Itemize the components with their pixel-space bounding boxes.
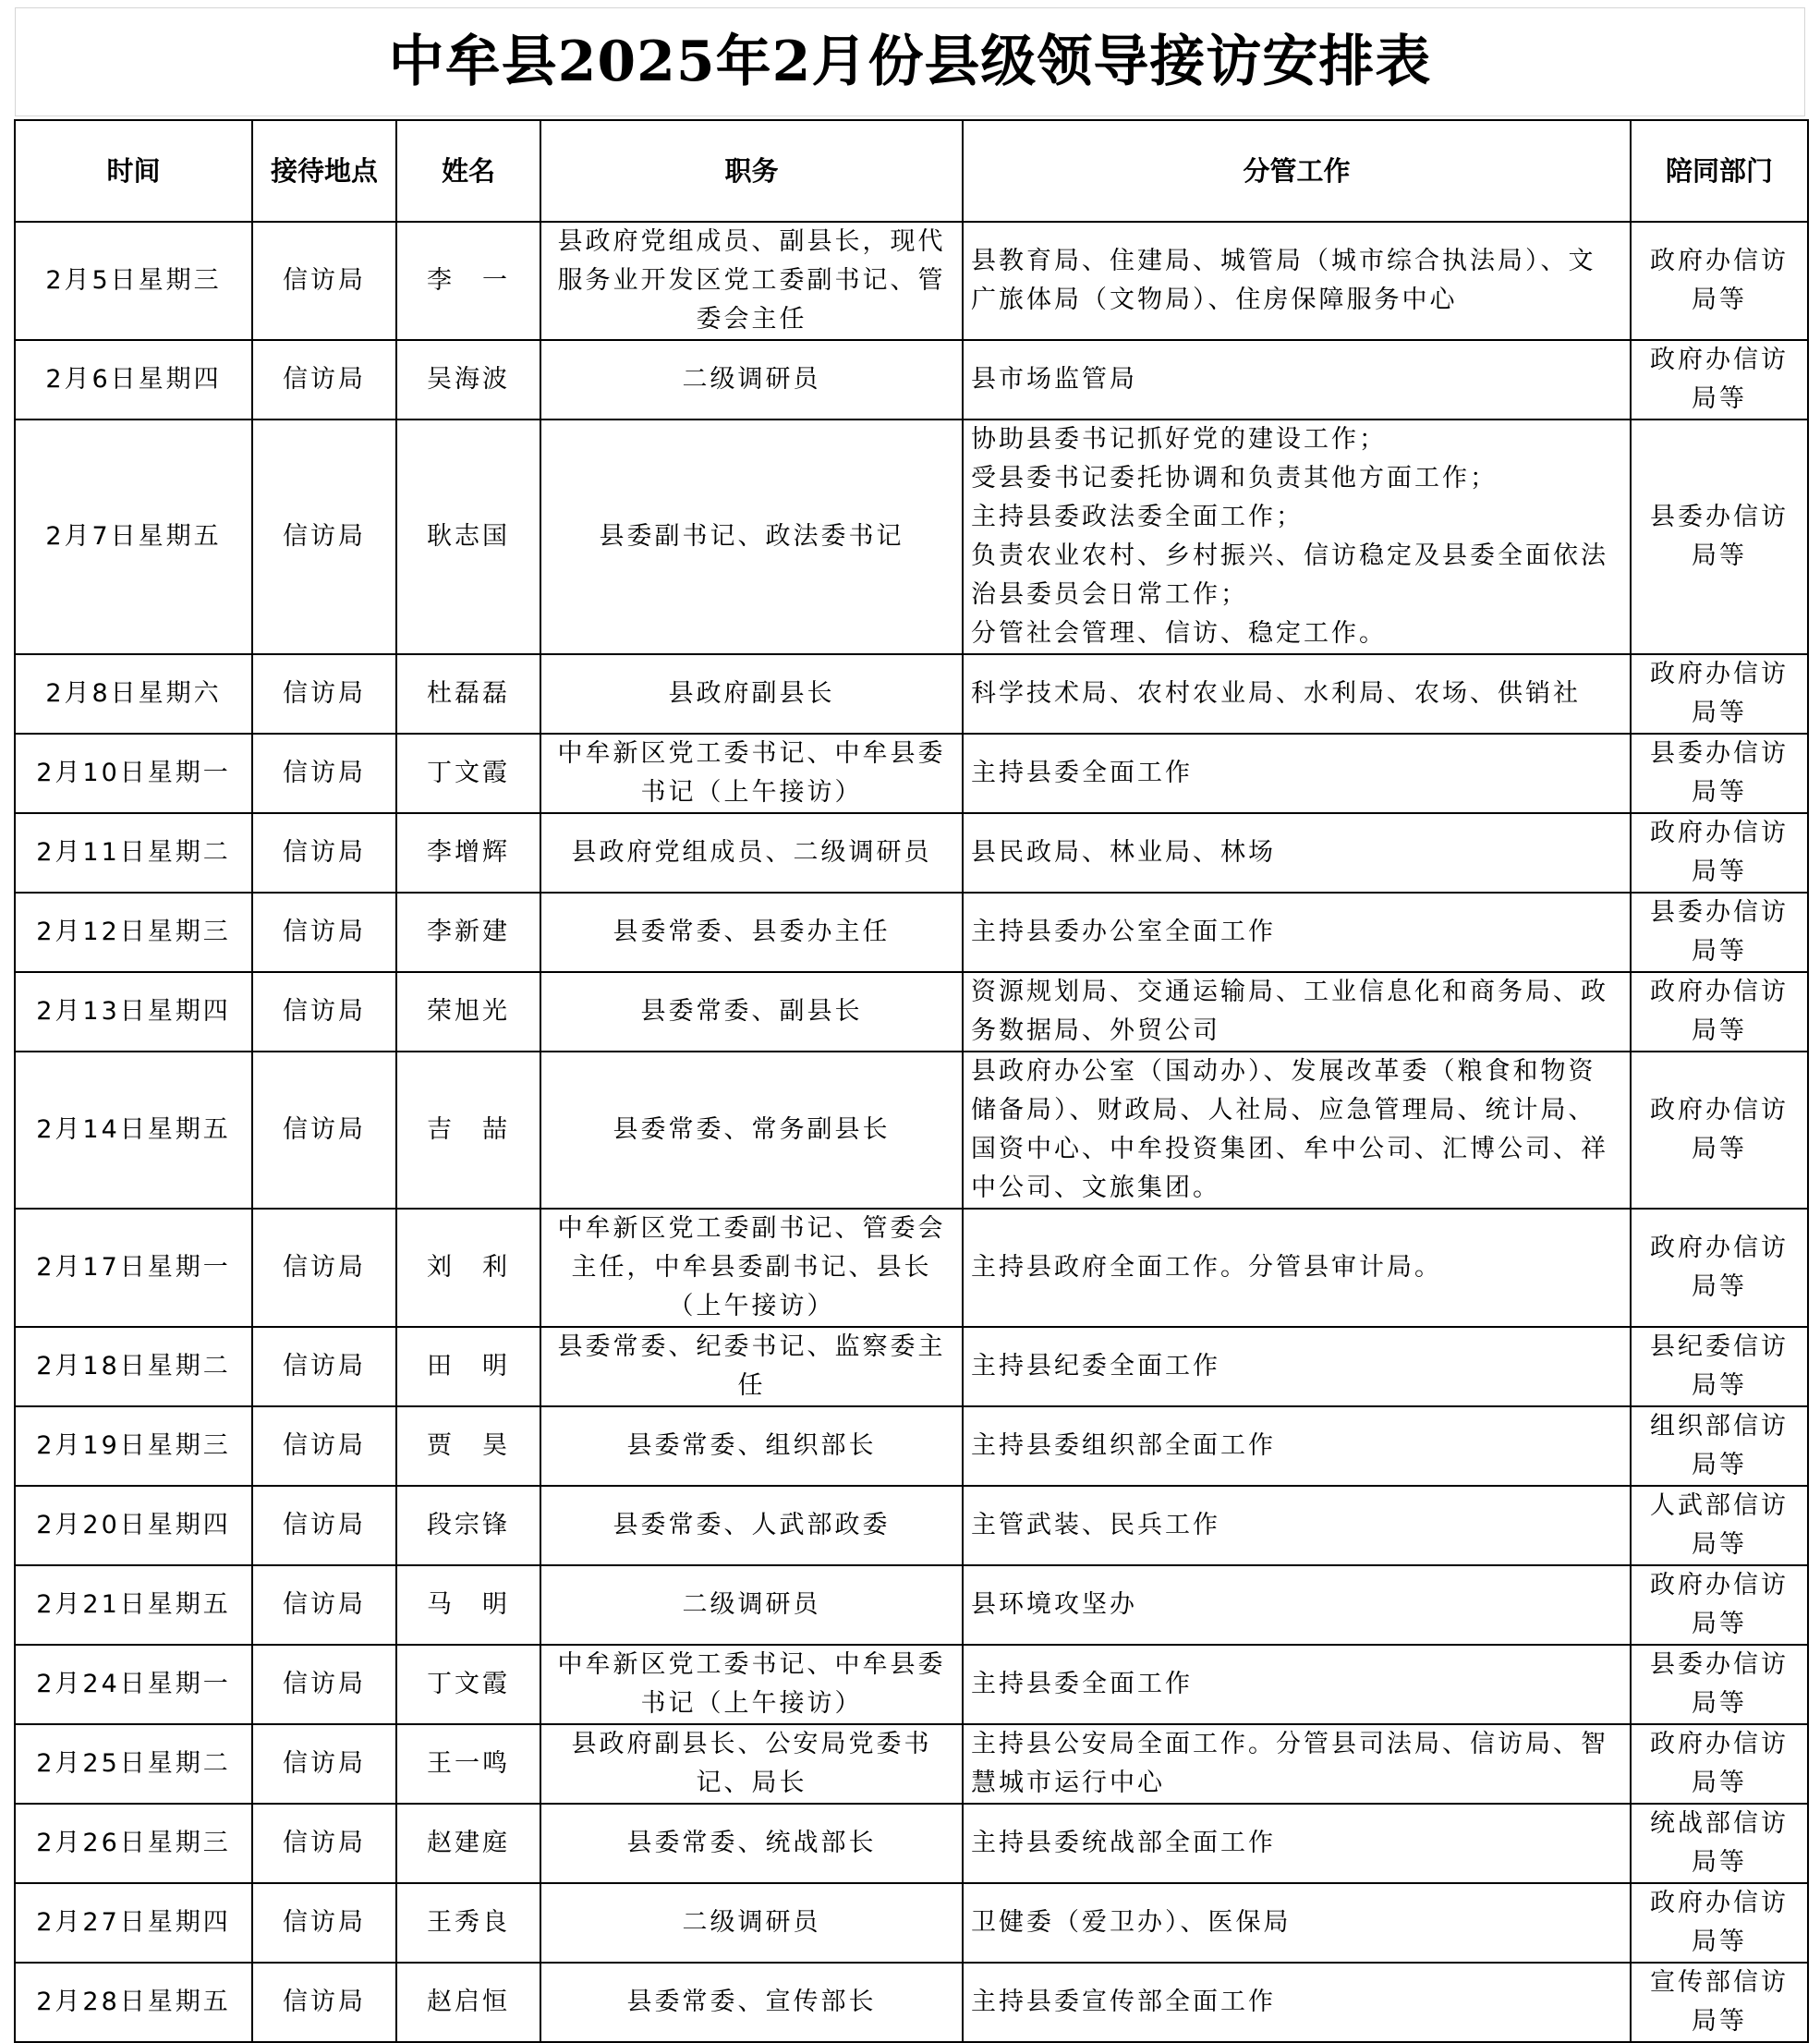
cell-place: 信访局 [252,1804,396,1883]
cell-time: 2月10日星期一 [15,734,252,813]
header-accompany: 陪同部门 [1631,120,1808,222]
table-row [15,1406,1808,1486]
cell-duties [963,1486,1631,1565]
cell-place: 信访局 [252,1406,396,1486]
table-row [15,1724,1808,1804]
cell-name: 吉 喆 [396,1052,540,1209]
cell-accompany: 政府办信访局等 [1631,1052,1808,1209]
table-row [15,1052,1808,1209]
duty-line: 受县委书记委托协调和负责其他方面工作； [971,464,1498,493]
table-row [15,1486,1808,1565]
cell-place: 信访局 [252,340,396,420]
cell-duties [963,893,1631,972]
header-name: 姓名 [396,120,540,222]
duty-line: 主持县委政法委全面工作； [971,503,1304,531]
cell-duties [963,420,1631,654]
cell-position: 县委常委、副县长 [540,972,963,1052]
cell-accompany: 统战部信访局等 [1631,1804,1808,1883]
duty-line: 县政府办公室（国动办）、发展改革委（粮食和物资储备局）、财政局、人社局、应急管理局、统计局、国资中心、中牟投资集团、牟中公司、汇博公司、祥中公司、文旅集团。 [971,1057,1608,1202]
table-body [15,222,1808,2042]
cell-time: 2月13日星期四 [15,972,252,1052]
cell-name: 段宗锋 [396,1486,540,1565]
header-time: 时间 [15,120,252,222]
cell-position: 县政府副县长、公安局党委书记、局长 [540,1724,963,1804]
table-row [15,1565,1808,1645]
cell-place: 信访局 [252,1209,396,1327]
cell-name: 丁文霞 [396,1645,540,1724]
cell-name: 赵启恒 [396,1963,540,2042]
cell-place: 信访局 [252,1565,396,1645]
cell-position: 县政府党组成员、副县长，现代服务业开发区党工委副书记、管委会主任 [540,222,963,340]
duty-line: 主持县政府全面工作。分管县审计局。 [971,1253,1442,1282]
cell-place: 信访局 [252,1486,396,1565]
cell-position: 中牟新区党工委副书记、管委会主任，中牟县委副书记、县长（上午接访） [540,1209,963,1327]
cell-place: 信访局 [252,972,396,1052]
cell-time: 2月20日星期四 [15,1486,252,1565]
header-place: 接待地点 [252,120,396,222]
duty-line: 主持县委全面工作 [971,1670,1193,1698]
cell-name: 杜磊磊 [396,654,540,734]
cell-time: 2月14日星期五 [15,1052,252,1209]
cell-accompany: 政府办信访局等 [1631,340,1808,420]
cell-duties [963,340,1631,420]
cell-accompany: 政府办信访局等 [1631,1209,1808,1327]
cell-accompany: 人武部信访局等 [1631,1486,1808,1565]
cell-name: 王一鸣 [396,1724,540,1804]
cell-position: 中牟新区党工委书记、中牟县委书记（上午接访） [540,1645,963,1724]
cell-accompany: 县委办信访局等 [1631,893,1808,972]
cell-duties [963,1963,1631,2042]
cell-accompany: 县委办信访局等 [1631,734,1808,813]
cell-accompany: 政府办信访局等 [1631,654,1808,734]
cell-position: 县委副书记、政法委书记 [540,420,963,654]
table-row [15,1209,1808,1327]
cell-place: 信访局 [252,420,396,654]
title-box [15,7,1805,116]
cell-name: 吴海波 [396,340,540,420]
cell-place: 信访局 [252,1645,396,1724]
duty-line: 负责农业农村、乡村振兴、信访稳定及县委全面依法治县委员会日常工作； [971,541,1608,609]
cell-duties [963,1645,1631,1724]
duty-line: 主持县纪委全面工作 [971,1352,1220,1380]
cell-position: 二级调研员 [540,340,963,420]
cell-time: 2月28日星期五 [15,1963,252,2042]
cell-duties [963,1406,1631,1486]
cell-position: 县委常委、组织部长 [540,1406,963,1486]
duty-line: 县市场监管局 [971,365,1137,394]
cell-place: 信访局 [252,1327,396,1406]
cell-name: 贾 昊 [396,1406,540,1486]
table-row [15,893,1808,972]
schedule-table [14,119,1809,2043]
table-row [15,1804,1808,1883]
cell-accompany: 政府办信访局等 [1631,1883,1808,1963]
duty-line: 主管武装、民兵工作 [971,1511,1220,1539]
cell-position: 县委常委、纪委书记、监察委主任 [540,1327,963,1406]
cell-name: 李增辉 [396,813,540,893]
header-duties: 分管工作 [963,120,1631,222]
cell-place: 信访局 [252,1883,396,1963]
cell-position: 二级调研员 [540,1883,963,1963]
cell-duties [963,1209,1631,1327]
header-position: 职务 [540,120,963,222]
duty-line: 县民政局、林业局、林场 [971,838,1276,867]
duty-line: 科学技术局、农村农业局、水利局、农场、供销社 [971,679,1581,708]
cell-time: 2月7日星期五 [15,420,252,654]
cell-time: 2月11日星期二 [15,813,252,893]
cell-name: 赵建庭 [396,1804,540,1883]
table-header-row [15,120,1808,222]
table-row [15,654,1808,734]
cell-place: 信访局 [252,654,396,734]
cell-time: 2月5日星期三 [15,222,252,340]
duty-line: 县环境攻坚办 [971,1590,1137,1619]
cell-position: 县委常委、人武部政委 [540,1486,963,1565]
cell-duties [963,222,1631,340]
cell-duties [963,1565,1631,1645]
duty-line: 资源规划局、交通运输局、工业信息化和商务局、政务数据局、外贸公司 [971,978,1608,1045]
cell-accompany: 县纪委信访局等 [1631,1327,1808,1406]
cell-accompany: 政府办信访局等 [1631,222,1808,340]
cell-name: 李 一 [396,222,540,340]
cell-name: 马 明 [396,1565,540,1645]
cell-place: 信访局 [252,1963,396,2042]
cell-time: 2月25日星期二 [15,1724,252,1804]
cell-time: 2月12日星期三 [15,893,252,972]
cell-position: 县委常委、县委办主任 [540,893,963,972]
cell-duties [963,813,1631,893]
cell-time: 2月27日星期四 [15,1883,252,1963]
cell-time: 2月21日星期五 [15,1565,252,1645]
page-title: 中牟县2025年2月份县级领导接访安排表 [388,30,1432,94]
cell-accompany: 组织部信访局等 [1631,1406,1808,1486]
cell-time: 2月17日星期一 [15,1209,252,1327]
cell-name: 荣旭光 [396,972,540,1052]
table-row [15,734,1808,813]
duty-line: 卫健委（爱卫办）、医保局 [971,1908,1292,1937]
cell-accompany: 政府办信访局等 [1631,1724,1808,1804]
cell-position: 县政府党组成员、二级调研员 [540,813,963,893]
cell-duties [963,1327,1631,1406]
cell-duties [963,1804,1631,1883]
duty-line: 县教育局、住建局、城管局（城市综合执法局）、文广旅体局（文物局）、住房保障服务中心 [971,247,1596,314]
cell-position: 县委常委、统战部长 [540,1804,963,1883]
table-row [15,420,1808,654]
duty-line: 分管社会管理、信访、稳定工作。 [971,619,1387,648]
cell-time: 2月18日星期二 [15,1327,252,1406]
cell-position: 县委常委、常务副县长 [540,1052,963,1209]
cell-place: 信访局 [252,893,396,972]
cell-name: 刘 利 [396,1209,540,1327]
cell-duties [963,654,1631,734]
cell-duties [963,1724,1631,1804]
cell-time: 2月8日星期六 [15,654,252,734]
cell-name: 耿志国 [396,420,540,654]
cell-accompany: 政府办信访局等 [1631,813,1808,893]
cell-accompany: 宣传部信访局等 [1631,1963,1808,2042]
cell-duties [963,1052,1631,1209]
duty-line: 主持县委组织部全面工作 [971,1431,1276,1460]
table-row [15,813,1808,893]
cell-name: 王秀良 [396,1883,540,1963]
cell-place: 信访局 [252,222,396,340]
cell-name: 田 明 [396,1327,540,1406]
table-row [15,1327,1808,1406]
cell-name: 李新建 [396,893,540,972]
cell-duties [963,1883,1631,1963]
table-row [15,1963,1808,2042]
table-row [15,1645,1808,1724]
cell-time: 2月6日星期四 [15,340,252,420]
cell-time: 2月26日星期三 [15,1804,252,1883]
cell-accompany: 政府办信访局等 [1631,972,1808,1052]
duty-line: 主持县公安局全面工作。分管县司法局、信访局、智慧城市运行中心 [971,1730,1608,1797]
cell-position: 中牟新区党工委书记、中牟县委书记（上午接访） [540,734,963,813]
cell-accompany: 政府办信访局等 [1631,1565,1808,1645]
cell-position: 县委常委、宣传部长 [540,1963,963,2042]
table-row [15,222,1808,340]
duty-line: 主持县委宣传部全面工作 [971,1988,1276,2016]
table-row [15,972,1808,1052]
cell-accompany: 县委办信访局等 [1631,1645,1808,1724]
cell-place: 信访局 [252,1052,396,1209]
cell-position: 二级调研员 [540,1565,963,1645]
cell-time: 2月19日星期三 [15,1406,252,1486]
cell-place: 信访局 [252,734,396,813]
duty-line: 主持县委统战部全面工作 [971,1829,1276,1857]
duty-line: 主持县委办公室全面工作 [971,918,1276,946]
cell-time: 2月24日星期一 [15,1645,252,1724]
cell-duties [963,734,1631,813]
duty-line: 协助县委书记抓好党的建设工作； [971,425,1387,454]
table-row [15,1883,1808,1963]
duty-line: 主持县委全面工作 [971,759,1193,787]
cell-name: 丁文霞 [396,734,540,813]
cell-place: 信访局 [252,1724,396,1804]
cell-duties [963,972,1631,1052]
cell-place: 信访局 [252,813,396,893]
cell-accompany: 县委办信访局等 [1631,420,1808,654]
cell-position: 县政府副县长 [540,654,963,734]
table-row [15,340,1808,420]
